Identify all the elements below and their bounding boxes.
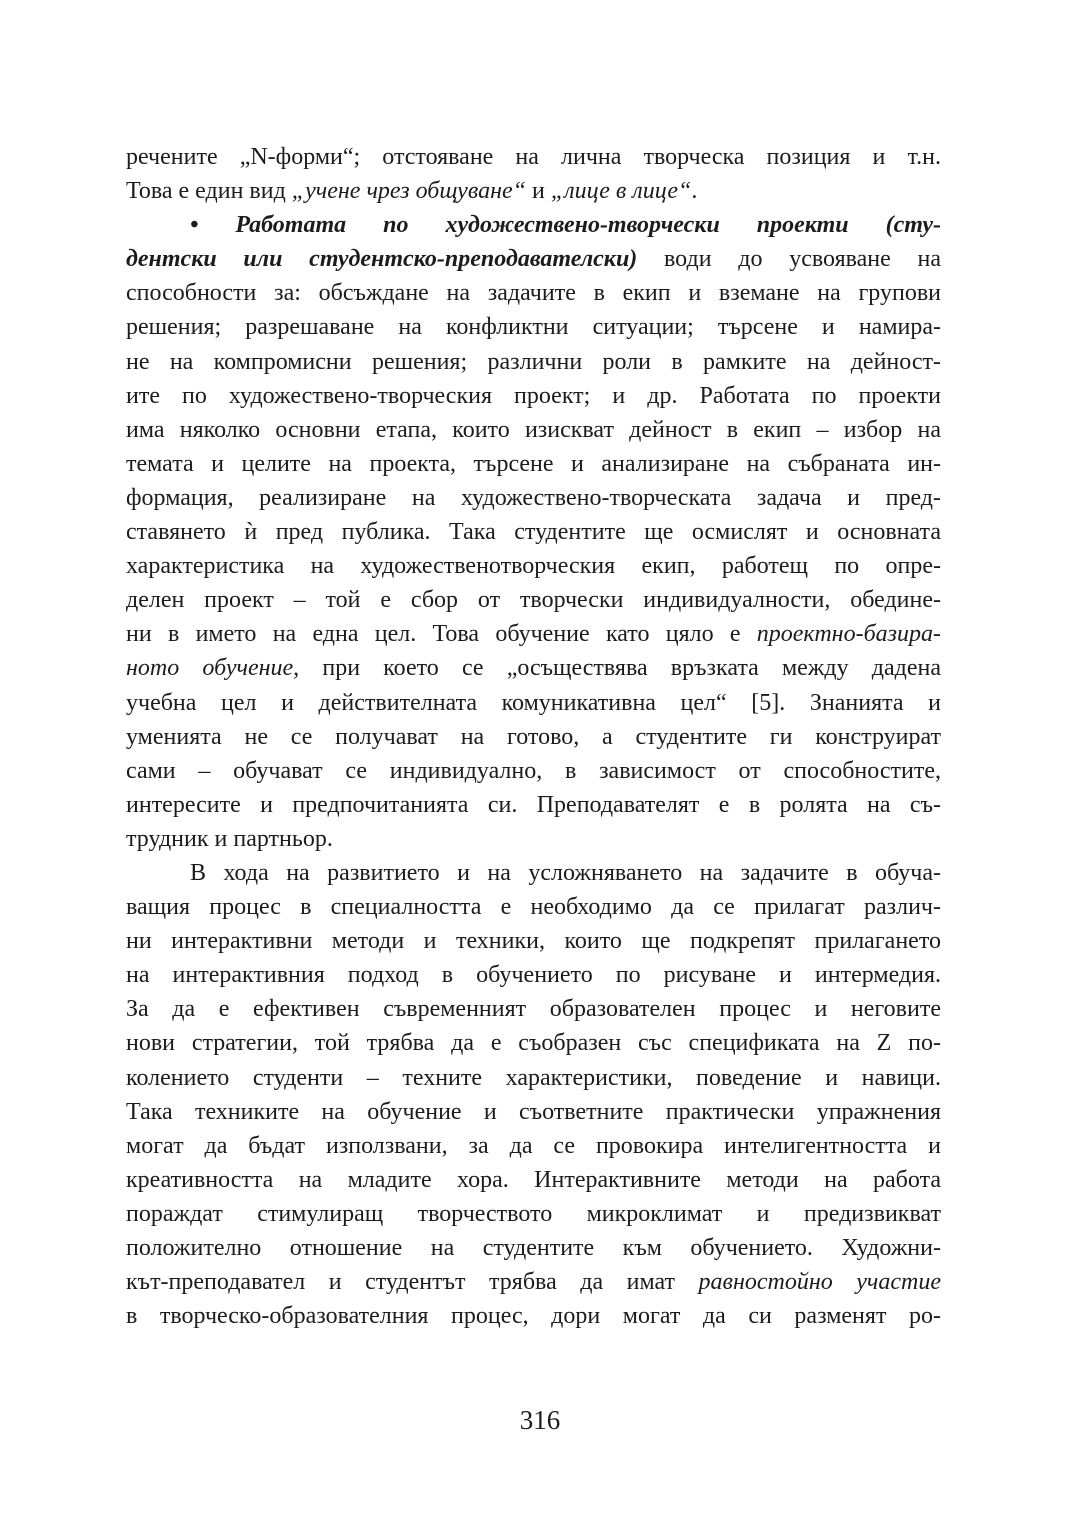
text-line <box>126 481 941 515</box>
text-run: пораждат стимулиращ творчеството микроклимат и предизвикват <box>126 1200 941 1227</box>
text-line <box>126 174 941 208</box>
text-line <box>126 345 941 379</box>
text-line <box>126 276 941 310</box>
text-run: ни интерактивни методи и техники, които ще подкрепят прилагането <box>126 928 941 955</box>
text-line <box>126 1163 941 1197</box>
text-line <box>126 310 941 344</box>
text-run: , при което се „осъществява връзката между дадена <box>293 655 941 682</box>
text-run: не на компромисни решения; различни роли в рамките на дейност- <box>126 348 941 375</box>
text-line <box>126 720 941 754</box>
text-run: в творческо-образователния процес, дори могат да си разменят ро- <box>126 1303 941 1330</box>
page-number: 316 <box>519 1405 561 1435</box>
text-run: Така техниките на обучение и съответните практически упражнения <box>126 1098 941 1125</box>
text-run: . <box>691 178 698 205</box>
text-run: уменията не се получават на готово, а студентите ги конструират <box>126 723 941 750</box>
text-run: има няколко основни етапа, които изискват дейност в екип – избор на <box>126 416 941 443</box>
text-line <box>126 1265 941 1299</box>
text-run: темата и целите на проекта, търсене и анализиране на събраната ин- <box>126 450 941 477</box>
text-run: делен проект – той е сбор от творчески индивидуалности, обедине- <box>126 587 941 614</box>
text-line <box>126 549 941 583</box>
text-line <box>126 1095 941 1129</box>
text-line <box>126 447 941 481</box>
text-run: Това е един вид <box>126 178 292 205</box>
bullet-heading: дентски или студентско-преподавателски) <box>126 246 638 273</box>
body-text <box>126 140 941 1333</box>
text-line <box>126 822 941 856</box>
text-run: нови стратегии, той трябва да е съобразен със спецификата на Z по- <box>126 1030 941 1057</box>
text-line <box>126 583 941 617</box>
text-run: води до усвояване на <box>637 246 941 273</box>
text-run: положително отношение на студентите към обучението. Художни- <box>126 1235 941 1261</box>
text-line <box>126 856 941 890</box>
text-run: В хода на развитието и на усложняването на задачите в обуча- <box>190 859 941 886</box>
text-run: могат да бъдат използвани, за да се провокира интелигентността и <box>126 1132 941 1159</box>
text-line <box>126 924 941 958</box>
text-run: решения; разрешаване на конфликтни ситуации; търсене и намира- <box>126 314 941 341</box>
text-line <box>126 890 941 924</box>
text-line <box>126 651 941 685</box>
text-run: учебна цел и действителната комуникативна цел“ [5]. Знанията и <box>126 689 941 716</box>
text-run: ставянето ѝ пред публика. Така студентите ще осмислят и основната <box>126 519 941 546</box>
quoted-phrase: „лице в лице“ <box>550 178 692 205</box>
text-line <box>126 754 941 788</box>
quoted-phrase: „учене чрез общуване“ <box>291 178 526 205</box>
text-run: ни в името на една цел. Това обучение като цяло е <box>126 621 757 648</box>
text-line <box>126 1061 941 1095</box>
text-run: на интерактивния подход в обучението по рисуване и интермедия. <box>126 962 941 989</box>
text-line <box>126 140 941 174</box>
text-line <box>126 686 941 720</box>
text-line <box>126 515 941 549</box>
text-run: и <box>525 178 551 205</box>
text-run: За да е ефективен съвременният образователен процес и неговите <box>126 996 941 1023</box>
text-line <box>126 379 941 413</box>
text-run: интересите и предпочитанията си. Преподавателят е в ролята на съ- <box>126 791 941 818</box>
text-run: колението студенти – техните характеристики, поведение и навици. <box>126 1064 941 1091</box>
text-run: сами – обучават се индивидуално, в зависимост от способностите, <box>126 757 941 784</box>
emphasis-term: равностойно участие <box>698 1269 941 1296</box>
text-run: кът-преподавател и студентът трябва да имат <box>126 1269 699 1296</box>
text-line <box>126 208 941 242</box>
text-line <box>126 992 941 1026</box>
text-line <box>126 1231 941 1265</box>
text-line <box>126 1299 941 1333</box>
text-line <box>126 958 941 992</box>
text-run: ващия процес в специалността е необходимо да се прилагат различ- <box>126 894 941 921</box>
emphasis-term: проектно-базира- <box>756 621 941 648</box>
text-line <box>126 1026 941 1060</box>
text-run: речените „N-форми“; отстояване на лична творческа позиция и т.н. <box>126 144 941 170</box>
text-run: трудник и партньор. <box>126 825 333 852</box>
text-line <box>126 617 941 651</box>
text-run: формация, реализиране на художествено-творческата задача и пред- <box>126 484 941 511</box>
text-line <box>126 1197 941 1231</box>
text-line <box>126 1129 941 1163</box>
text-line <box>126 788 941 822</box>
text-run: креативността на младите хора. Интерактивните методи на работа <box>126 1166 941 1193</box>
text-line <box>126 413 941 447</box>
emphasis-term: ното обучение <box>126 655 294 682</box>
bullet-heading: • Работата по художествено-творчески проекти (сту- <box>190 212 941 239</box>
text-run: ите по художествено-творческия проект; и др. Работата по проекти <box>126 382 941 409</box>
text-run: характеристика на художественотворческия екип, работещ по опре- <box>126 553 941 580</box>
text-line <box>126 242 941 276</box>
text-run: способности за: обсъждане на задачите в екип и вземане на групови <box>126 280 941 307</box>
